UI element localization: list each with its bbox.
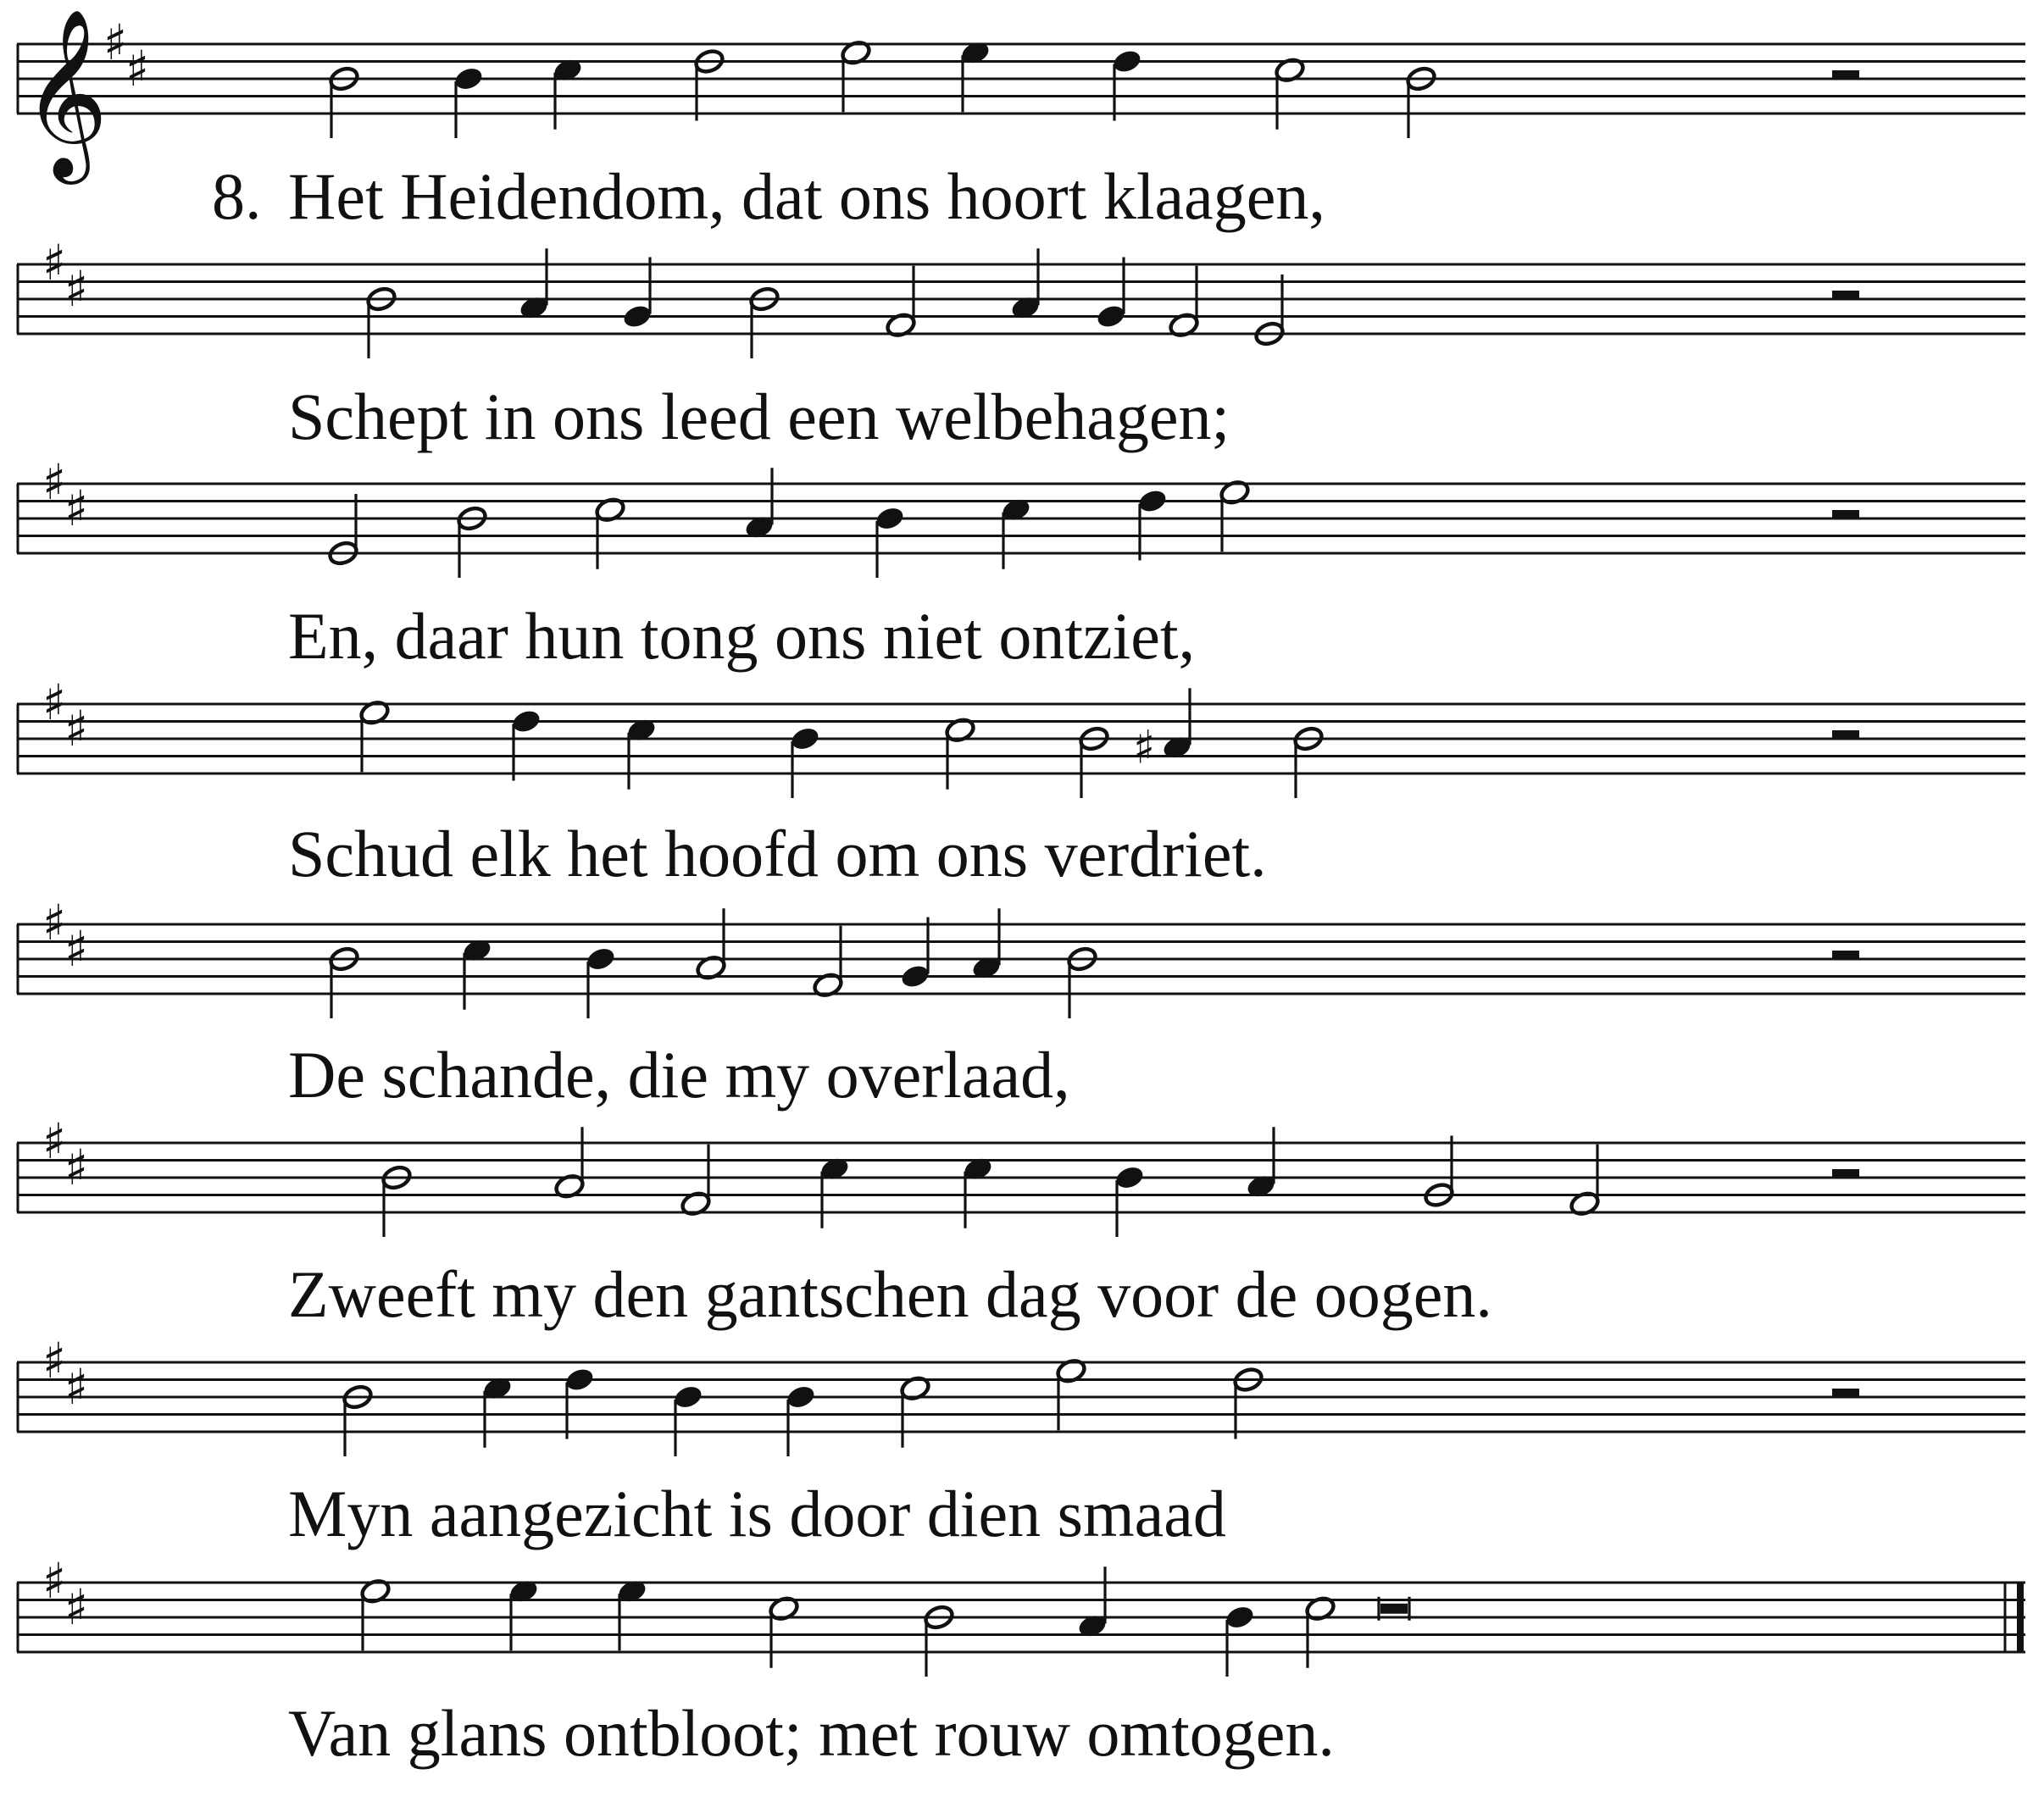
note-head — [510, 707, 542, 735]
note-head — [1224, 1604, 1256, 1631]
half-note — [1274, 57, 1306, 130]
key-sharp-icon: ♯ — [125, 39, 150, 97]
quarter-note — [672, 1383, 704, 1456]
quarter-note — [508, 1577, 540, 1650]
quarter-note — [552, 57, 584, 130]
accidental-sharp-icon: ♯ — [1133, 720, 1156, 774]
key-sharp-icon: ♯ — [42, 1332, 67, 1389]
note-head — [874, 505, 906, 532]
breve-body — [1380, 1604, 1408, 1614]
key-sharp-icon: ♯ — [42, 1552, 67, 1610]
quarter-note — [1076, 1566, 1108, 1639]
quarter-note — [1009, 248, 1041, 321]
half-rest-icon — [1832, 510, 1859, 518]
half-note — [885, 266, 917, 339]
key-sharp-icon: ♯ — [42, 894, 67, 951]
half-note — [365, 286, 397, 358]
quarter-note — [819, 1156, 851, 1228]
note-head — [564, 1366, 596, 1393]
half-note — [748, 286, 780, 358]
half-note — [594, 496, 626, 569]
quarter-note — [621, 258, 653, 330]
staff-system-2 — [17, 234, 2025, 453]
quarter-note — [970, 908, 1003, 981]
half-rest-icon — [1832, 1169, 1859, 1178]
note-head — [1114, 1164, 1146, 1191]
half-note — [1405, 65, 1437, 138]
half-note — [328, 945, 360, 1018]
quarter-note — [874, 505, 906, 578]
quarter-note — [959, 39, 991, 112]
note-head — [1136, 487, 1169, 514]
staff-system-4 — [17, 674, 2025, 890]
half-note — [1168, 266, 1200, 339]
quarter-note — [785, 1383, 817, 1456]
half-note — [456, 505, 488, 578]
staff-system-5 — [17, 894, 2025, 1112]
key-sharp-icon: ♯ — [42, 1112, 67, 1170]
key-sharp-icon: ♯ — [42, 234, 67, 291]
half-note — [1423, 1136, 1455, 1209]
half-note — [768, 1595, 800, 1668]
half-note — [944, 717, 976, 790]
quarter-note — [1224, 1604, 1256, 1677]
quarter-note — [453, 65, 485, 138]
treble-clef-icon: 𝄞 — [22, 7, 108, 177]
half-note — [359, 1577, 392, 1650]
key-sharp-icon: ♯ — [42, 674, 67, 731]
key-sharp-icon: ♯ — [103, 14, 128, 71]
half-note — [1569, 1145, 1601, 1217]
half-note — [923, 1604, 955, 1677]
note-head — [1111, 47, 1143, 75]
quarter-note — [1000, 496, 1032, 569]
half-note — [342, 1383, 374, 1456]
half-note — [840, 39, 872, 112]
quarter-note — [461, 937, 493, 1010]
half-rest-icon — [1832, 1389, 1859, 1397]
quarter-note — [481, 1375, 514, 1448]
key-sharp-icon: ♯ — [64, 1577, 89, 1636]
key-sharp-icon: ♯ — [64, 699, 89, 757]
key-sharp-icon: ♯ — [64, 919, 89, 978]
quarter-note — [564, 1366, 596, 1439]
quarter-note — [616, 1577, 648, 1650]
quarter-note — [1133, 688, 1193, 773]
note-head — [1095, 302, 1127, 330]
quarter-note — [1136, 487, 1169, 560]
half-note — [899, 1375, 931, 1448]
half-note — [695, 908, 727, 981]
key-sharp-icon: ♯ — [64, 479, 89, 537]
quarter-note — [743, 468, 775, 541]
key-sharp-icon: ♯ — [42, 453, 67, 511]
quarter-note — [1245, 1127, 1277, 1200]
lyric-line: Schept in ons leed een welbehagen; — [288, 380, 1230, 453]
quarter-note — [1111, 47, 1143, 120]
half-note — [553, 1127, 586, 1200]
lyric-line: Van glans ontbloot; met rouw omtogen. — [288, 1696, 1335, 1770]
half-note — [380, 1164, 413, 1237]
quarter-note — [1114, 1164, 1146, 1237]
half-note — [1078, 725, 1110, 798]
key-sharp-icon: ♯ — [64, 1357, 89, 1416]
lyric-line: En, daar hun tong ons niet ontziet, — [288, 599, 1196, 673]
lyric-line: Zweeft my den gantschen dag voor de oogen. — [288, 1257, 1492, 1331]
staff-system-6 — [17, 1112, 2025, 1331]
quarter-note — [962, 1156, 994, 1228]
half-rest-icon — [1832, 70, 1859, 79]
note-head — [585, 945, 617, 973]
staff-system-1 — [17, 7, 2025, 233]
half-rest-icon — [1832, 291, 1859, 299]
half-note — [680, 1145, 712, 1217]
half-note — [358, 699, 391, 772]
quarter-note — [899, 918, 931, 990]
half-note — [1304, 1595, 1336, 1668]
quarter-note — [625, 717, 658, 790]
half-note — [1219, 479, 1251, 552]
lyric-line: Schud elk het hoofd om ons verdriet. — [288, 817, 1267, 890]
half-note — [693, 47, 725, 120]
note-head — [899, 962, 931, 990]
staff-system-7 — [17, 1332, 2025, 1550]
half-note — [1055, 1357, 1087, 1430]
verse-number: 8. — [212, 159, 262, 233]
quarter-note — [1095, 258, 1127, 330]
half-note — [1253, 274, 1286, 347]
half-note — [328, 65, 360, 138]
lyric-line: Het Heidendom, dat ons hoort klaagen, — [288, 159, 1325, 233]
key-sharp-icon: ♯ — [64, 259, 89, 318]
lyric-line: De schande, die my overlaad, — [288, 1038, 1070, 1112]
quarter-note — [510, 707, 542, 780]
half-note — [327, 494, 359, 567]
lyric-line: Myn aangezicht is door dien smaad — [288, 1477, 1226, 1550]
half-rest-icon — [1832, 951, 1859, 959]
quarter-note — [789, 725, 821, 798]
half-note — [1066, 945, 1098, 1018]
note-head — [789, 725, 821, 752]
staff-system-8 — [17, 1552, 2025, 1770]
note-head — [621, 302, 653, 330]
staff-system-3 — [17, 453, 2025, 673]
half-note — [1292, 725, 1325, 798]
half-rest-icon — [1832, 730, 1859, 739]
quarter-note — [585, 945, 617, 1018]
note-head — [453, 65, 485, 92]
quarter-note — [518, 248, 550, 321]
half-note — [1232, 1366, 1264, 1439]
key-sharp-icon: ♯ — [64, 1138, 89, 1196]
half-note — [812, 926, 844, 999]
note-head — [785, 1383, 817, 1411]
note-head — [672, 1383, 704, 1411]
